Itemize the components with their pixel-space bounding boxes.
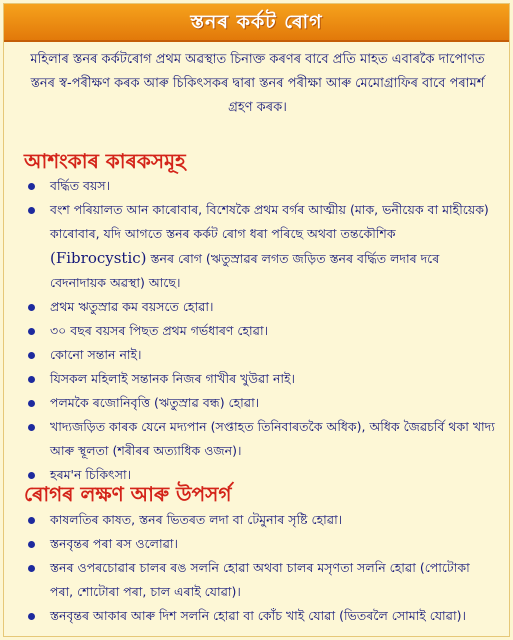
list-item: প্ৰথম ঋতুস্ৰাৱ কম বয়সতে হোৱা। xyxy=(4,295,509,319)
symptoms-list xyxy=(4,508,509,628)
bullet-icon xyxy=(28,304,35,311)
bullet-icon xyxy=(28,183,35,190)
bullet-icon xyxy=(28,541,35,548)
title-banner xyxy=(4,4,509,42)
bullet-icon xyxy=(28,352,35,359)
list-item: ৩০ বছৰ বয়সৰ পিছত প্ৰথম গৰ্ভধাৰণ হোৱা। xyxy=(4,319,509,343)
list-item: যিসকল মহিলাই সন্তানক নিজৰ গাখীৰ খুউৱা নাই। xyxy=(4,367,509,391)
bullet-icon xyxy=(28,565,35,572)
risk-factors-heading: আশংকাৰ কাৰকসমূহ xyxy=(24,149,186,173)
list-item: হৰম'ন চিকিৎসা। xyxy=(4,463,509,487)
list-item: কোনো সন্তান নাই। xyxy=(4,343,509,367)
risk-factors-list xyxy=(4,174,509,487)
bullet-icon xyxy=(28,400,35,407)
list-item: পলমকৈ ৰজোনিবৃত্তি (ঋতুস্ৰাৱ বন্ধ) হোৱা। xyxy=(4,391,509,415)
symptoms-heading: ৰোগৰ লক্ষণ আৰু উপসৰ্গ xyxy=(24,482,232,506)
intro-paragraph: মহিলাৰ স্তনৰ কৰ্কটৰোগ প্ৰথম অৱস্থাত চিনাক্ত কৰণৰ বাবে প্ৰতি মাহত এবাৰকৈ দাপোণত স্তনৰ স্ব-পৰীক্ষণ কৰক আৰু চিকিৎসকৰ দ্বাৰা স্তনৰ পৰীক্ষা আৰু মেমোগ্ৰাফিৰ বাবে পৰামৰ্শ গ্ৰহণ কৰক। xyxy=(30,52,485,115)
list-item: বংশ পৰিয়ালত আন কাৰোবাৰ, বিশেষকৈ প্ৰথম বৰ্গৰ আত্মীয় (মাক, ভনীয়েক বা মাহীয়েক) কাৰোবাৰ, যদি আগতে স্তনৰ কৰ্কট ৰোগ ধৰা পৰিছে অথবা তন্তকৌশিক (Fibrocystic) স্তনৰ ৰোগ (ঋতুস্ৰাৱৰ লগত জড়িত স্তনৰ বৰ্দ্ধিত লদাৰ দৰে বেদনাদায়ক অৱস্থা) আছে। xyxy=(4,198,509,295)
bullet-icon xyxy=(28,376,35,383)
list-item: স্তনবৃন্তৰ আকাৰ আৰু দিশ সলনি হোৱা বা কোঁচ খাই যোৱা (ভিতৰলৈ সোমাই যোৱা)। xyxy=(4,604,509,628)
bullet-icon xyxy=(28,328,35,335)
bullet-icon xyxy=(28,517,35,524)
bullet-icon xyxy=(28,613,35,620)
fibrocystic-term: (Fibrocystic) xyxy=(50,249,147,267)
page-title: স্তনৰ কৰ্কট ৰোগ xyxy=(190,11,323,33)
list-item: স্তনবৃন্তৰ পৰা ৰস ওলোৱা। xyxy=(4,532,509,556)
bullet-icon xyxy=(28,207,35,214)
poster-panel xyxy=(3,3,510,637)
list-item: খাদ্যজড়িত কাৰক যেনে মদ্যপান (সপ্তাহত তিনিবাৰতকৈ অধিক), অধিক জৈৱচৰ্বি থকা খাদ্য আৰু স্থূলতা (শৰীৰৰ অত্যাধিক ওজন)। xyxy=(4,415,509,463)
bullet-icon xyxy=(28,472,35,479)
bullet-icon xyxy=(28,424,35,431)
list-item: কাষলতিৰ কাষত, স্তনৰ ভিতৰত লদা বা টেমুনাৰ সৃষ্টি হোৱা। xyxy=(4,508,509,532)
list-item: স্তনৰ ওপৰচোৱাৰ চালৰ ৰঙ সলনি হোৱা অথবা চালৰ মসৃণতা সলনি হোৱা (পোটোকা পৰা, শোটোৰা পৰা, চাল এৰাই যোৱা)। xyxy=(4,556,509,604)
list-item: বৰ্দ্ধিত বয়স। xyxy=(4,174,509,198)
